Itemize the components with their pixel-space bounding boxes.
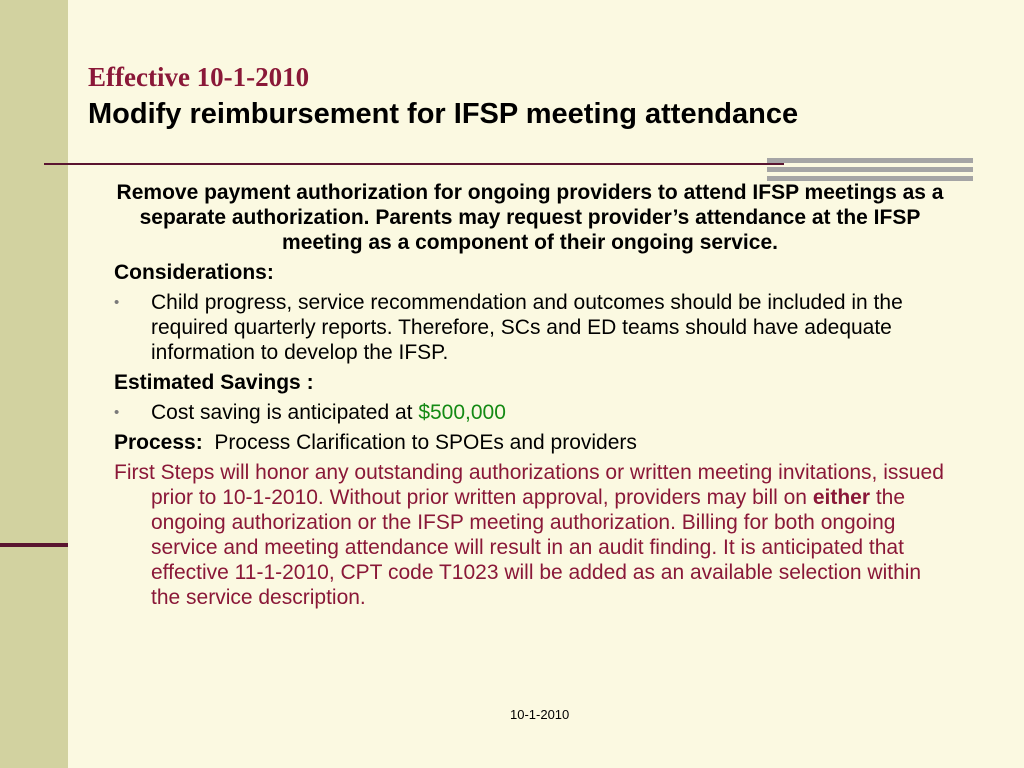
- transition-note: [114, 460, 951, 610]
- savings-heading: Estimated Savings :: [114, 371, 314, 394]
- left-decorative-band: [0, 0, 68, 768]
- note-emphasis: either: [812, 486, 870, 509]
- note-text-part1: First Steps will honor any outstanding authorizations or written meeting invitations, issued prior to 10-1-2010. Without prior written approval, providers may bill on: [114, 461, 944, 509]
- considerations-heading: Considerations:: [114, 261, 274, 284]
- process-label: Process:: [114, 431, 203, 454]
- title-divider: [44, 163, 784, 165]
- slide-footer-date: 10-1-2010: [510, 707, 570, 722]
- slide-body: [100, 180, 980, 610]
- bullet-icon: •: [114, 404, 120, 421]
- savings-bullet: [100, 400, 911, 425]
- savings-amount: $500,000: [418, 401, 506, 424]
- savings-text: Cost saving is anticipated at: [151, 401, 419, 424]
- slide-title-date: Effective 10-1-2010: [88, 62, 310, 92]
- slide-title: Modify reimbursement for IFSP meeting attendance: [88, 98, 799, 130]
- intro-paragraph: Remove payment authorization for ongoing providers to attend IFSP meetings as a separate authorization. Parents may request provider’s attendance at the IFSP meeting as a component of their ongoing service.: [116, 181, 944, 254]
- note-text-part2: the ongoing authorization or the IFSP meeting authorization. Billing for both ongoing service and meeting attendance will result in an audit finding. It is anticipated that effective 11-1-2010, CPT code T1023 will be added as an available selection within the service description.: [151, 486, 922, 609]
- divider-bar: [767, 158, 973, 163]
- divider-bar: [767, 167, 973, 172]
- considerations-text: Child progress, service recommendation and outcomes should be included in the required quarterly reports. Therefore, SCs and ED teams should have adequate information to develop the IFSP.: [151, 291, 903, 364]
- left-band-tick: [0, 543, 68, 547]
- process-text: Process Clarification to SPOEs and providers: [214, 431, 637, 454]
- bullet-icon: •: [114, 294, 120, 311]
- process-line: [114, 430, 980, 455]
- considerations-bullet: [100, 290, 911, 365]
